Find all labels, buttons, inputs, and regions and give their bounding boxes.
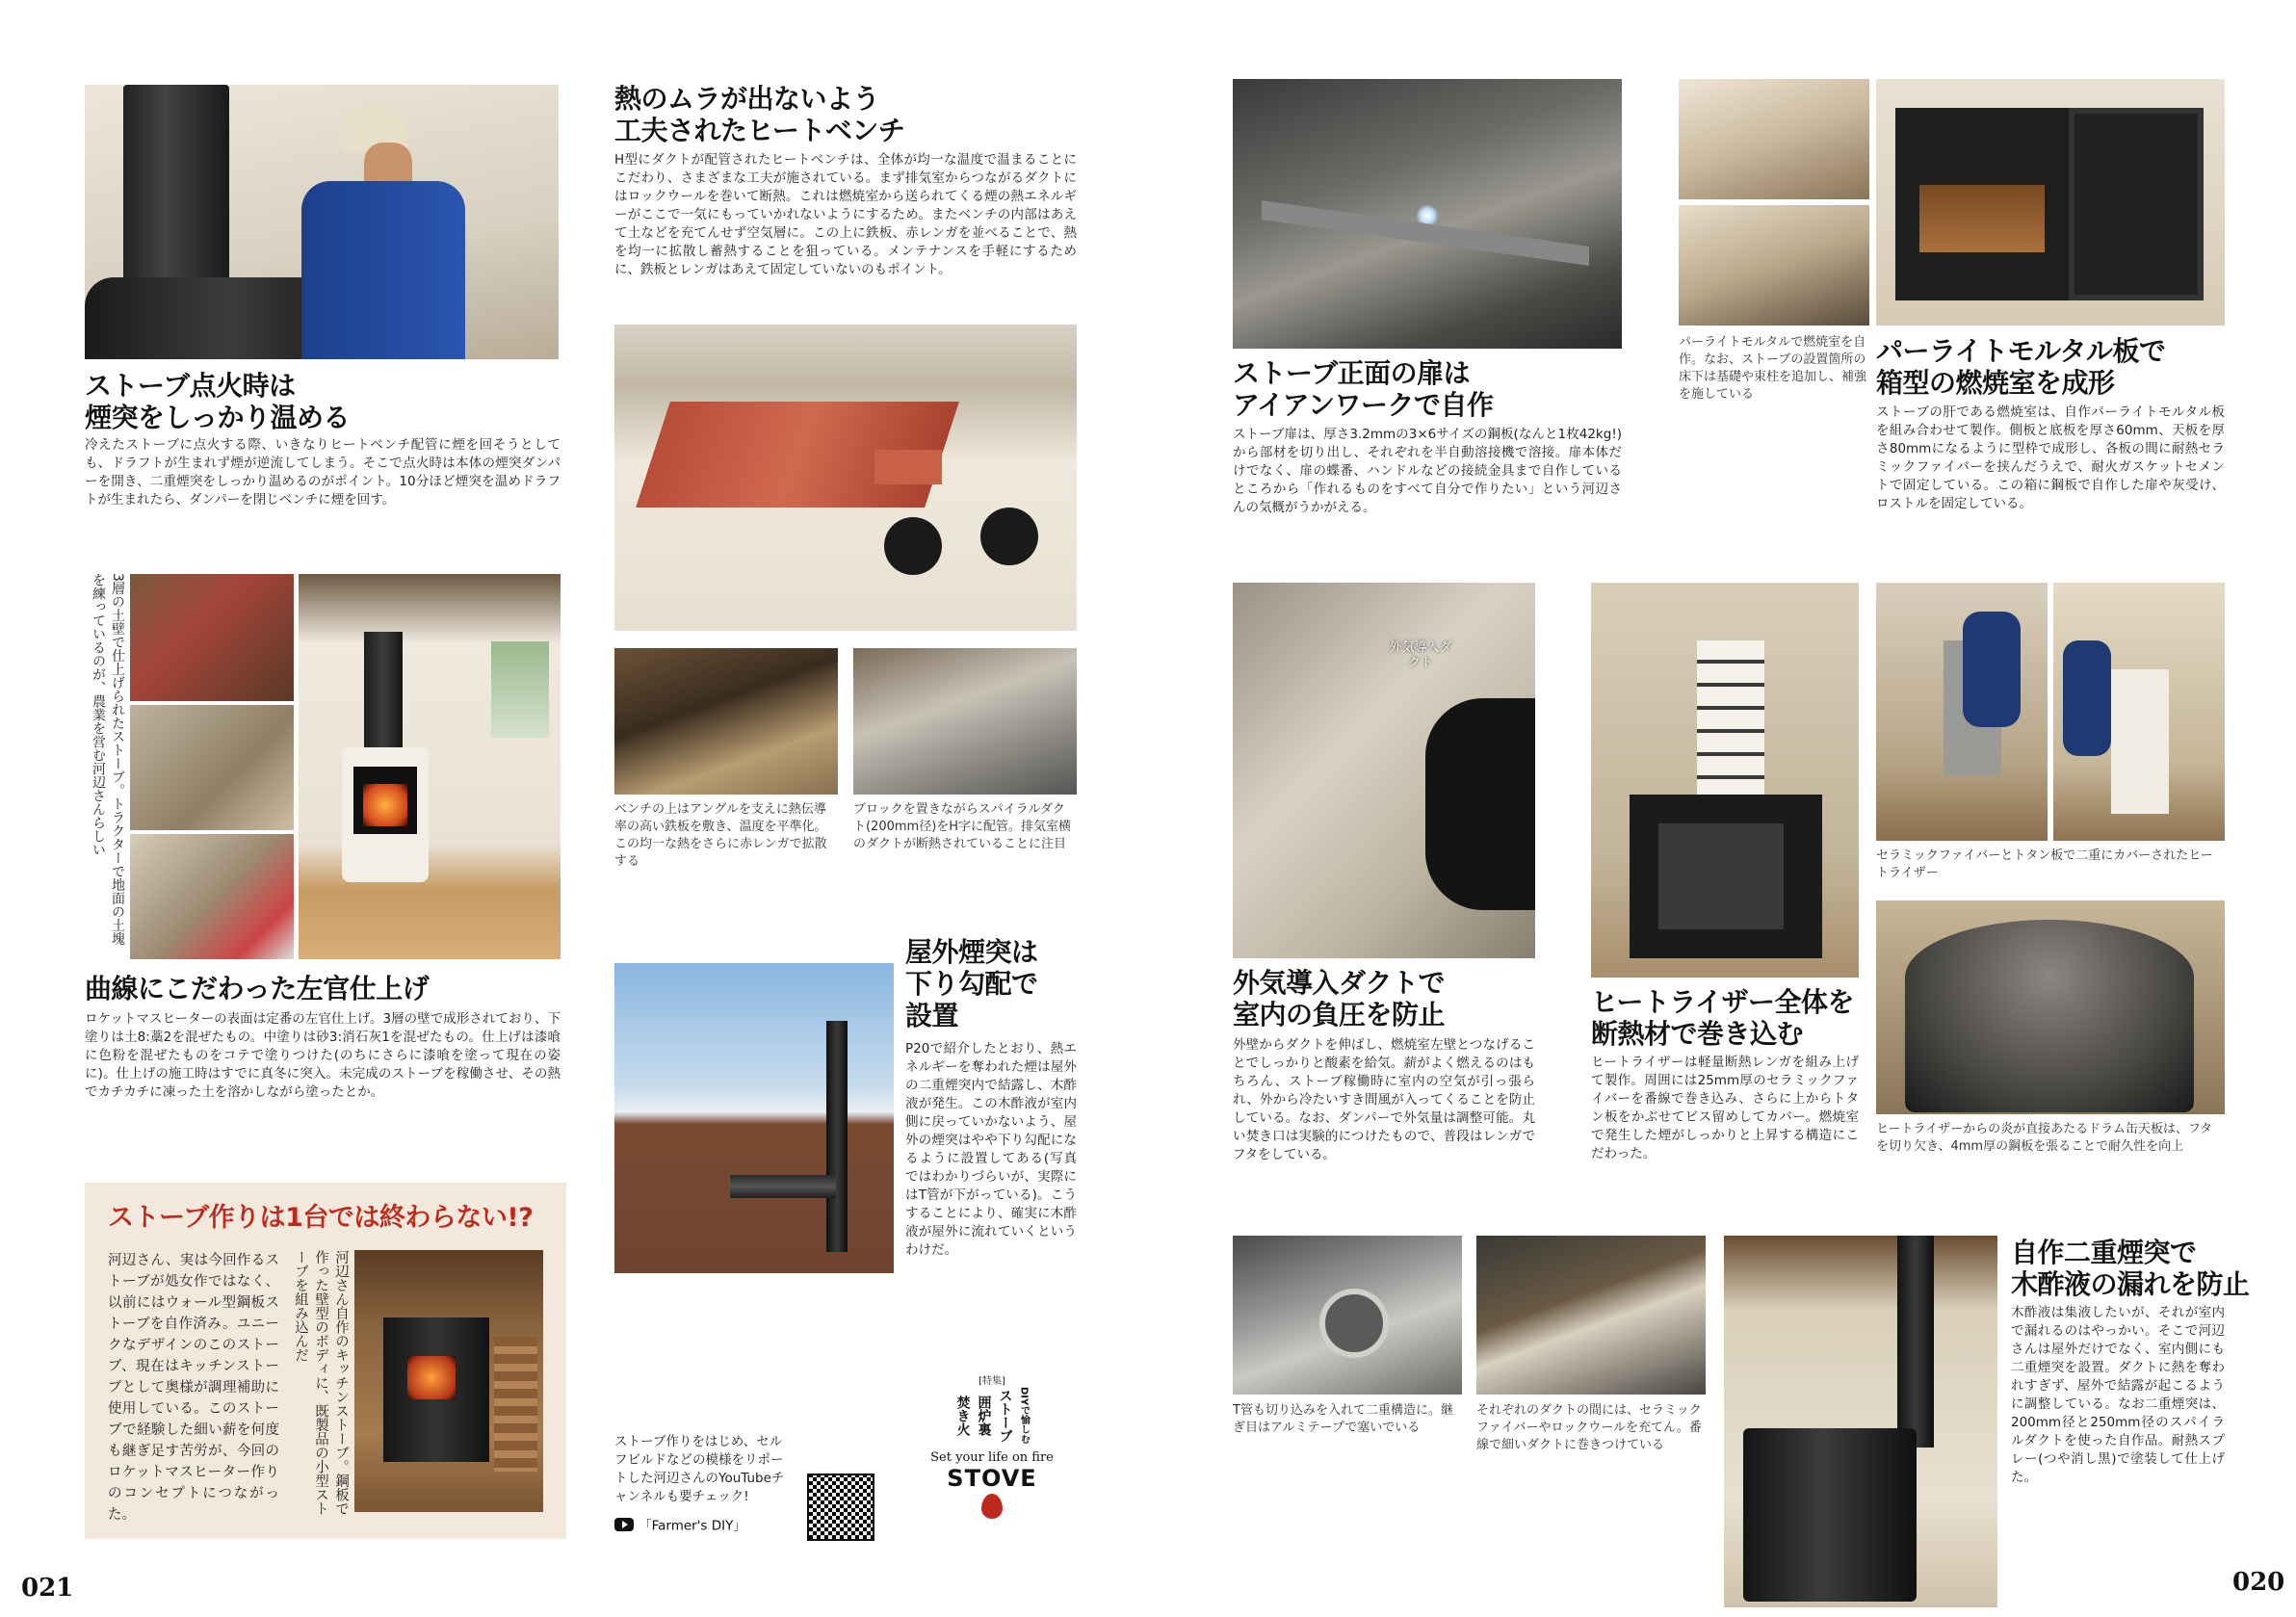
photo-label-duct: 外気導入ダクト (1389, 640, 1452, 670)
logo-word: STOVE (947, 1465, 1037, 1492)
youtube-icon (614, 1518, 634, 1531)
flame-icon (981, 1494, 1003, 1519)
section-body-outdoor: P20で紹介したとおり、熱エネルギーを奪われた煙は屋外の二重煙突内で結露し、木酢液が発生。この木酢液が室内側に戻っていかないよう、屋外の煙突はやや下り勾配になるように設置してある(写真ではわかりづらいが、実際にはT管が下がっている)。こうすることにより、確実に木酢液が屋外に流れていくというわけだ。 (905, 1041, 1077, 1258)
section-heading-lighting: ストーブ点火時は 煙突をしっかり温める (85, 370, 351, 433)
photo-drum-top (1876, 900, 2225, 1114)
section-heading-door: ストーブ正面の扉は アイアンワークで自作 (1233, 357, 1494, 421)
section-body-plaster: ロケットマスヒーターの表面は定番の左官仕上げ。3層の壁で成形されており、下塗りは土8:藁2を混ぜたもの。中塗りは砂3:消石灰1を混ぜたもの。仕上げは漆喰に色粉を混ぜたものをコテで塗りつけた(のちにさらに漆喰を塗って現在の姿に)。仕上げの施工時はすでに真冬に突入。未完成のストーブを稼働させ、その熱でカチカチに凍った土を溶かしながら塗ったとか。 (85, 1011, 561, 1100)
section-body-riser: ヒートライザーは軽量断熱レンガを組み上げて製作。周囲には25mm厚のセラミックファイバーを番線で巻き込み、さらに上からトタン板をかぶせてビス留めしてカバー。燃焼室で発生した煙がしっかりと上昇する構造にこだわった。 (1591, 1055, 1859, 1161)
section-body-heatbench: H型にダクトが配管されたヒートベンチは、全体が均一な温度で温まることにこだわり、さまざまな工夫が施されている。まず排気室からつながるダクトにはロックウールを巻いて断熱。これは燃焼室から送られてくる煙の熱エネルギーがここで一気にもっていかれないようにするため。またベンチの内部はあえて土などを充てんせず空気層に。この上に鉄板、赤レンガを並べることで、熱を均一に拡散し蓄熱することを狙っている。メンテナンスを手軽にするために、鉄板とレンガはあえて固定していないのもポイント。 (614, 152, 1077, 277)
section-heading-perlite: パーライトモルタル板で 箱型の燃焼室を成形 (1876, 335, 2166, 399)
section-heading-airduct: 外気導入ダクトで 室内の負圧を防止 (1233, 967, 1446, 1030)
page-number-right: 020 (2232, 1568, 2285, 1597)
photo-double-chimney (1724, 1236, 1997, 1607)
section-body-door: ストーブ扉は、厚さ3.2mmの3×6サイズの鋼板(なんと1枚42kg!)から部材を切り出し、それぞれを半自動溶接機で溶接。扉本体だけでなく、扉の蝶番、ハンドルなどの接続金具まで自作しているところから「作れるものをすべて自分で作りたい」という河辺さんの気概がうかがえる。 (1233, 427, 1622, 515)
photo-welding (1233, 79, 1622, 349)
photo-stove-room (299, 574, 561, 959)
box-heading: ストーブ作りは1台では終わらない!? (108, 1203, 534, 1233)
caption-ceramic: セラミックファイバーとトタン板で二重にカバーされたヒートライザー (1876, 848, 2213, 880)
logo-line1: DIYで愉しむ (1018, 1387, 1030, 1445)
photo-lighting-stove (85, 85, 559, 359)
photo-ceramic-wrap-2 (2053, 583, 2225, 841)
photo-perlite-box (1679, 205, 1869, 326)
photo-ceramic-wrap-1 (1876, 583, 2048, 841)
vertical-caption-wall: 3層の土壁で仕上げられたストーブ。トラクターで地面の土塊を練っているのが、農業を営む河辺さんらしい (91, 573, 125, 946)
box-body: 河辺さん、実は今回作るストーブが処女作ではなく、以前にはウォール型鋼板ストーブを自作済み。ユニークなデザインのこのストーブ、現在はキッチンストーブとして奥様が調理補助に使用している。このストーブで経験した細い薪を何度も継ぎ足す苦労が、今回のロケットマスヒーター作りのコンセプトにつながった。 (108, 1253, 279, 1523)
caption-perlite: パーライトモルタルで燃焼室を自作。なお、ストーブの設置箇所の床下は基礎や束柱を追加し、補強を施している (1679, 335, 1867, 402)
section-heading-heatbench: 熱のムラが出ないよう 工夫されたヒートベンチ (614, 83, 905, 146)
section-body-perlite: ストーブの肝である燃焼室は、自作パーライトモルタル板を組み合わせて製作。側板と底板を厚さ60mm、天板を厚さ80mmになるように型枠で成形し、各板の間に耐熱セラミックファイバーを挟んだうえで、耐火ガスケットセメントで固定している。この箱に鋼板で自作した扉や灰受け、ロストルを固定している。 (1876, 404, 2225, 511)
photo-tpipe (1233, 1236, 1462, 1395)
caption-wrap: それぞれのダクトの間には、セラミックファイバーやロックウールを充てん。番線で細いダクトに巻きつけている (1476, 1403, 1702, 1452)
photo-bench-angle (614, 648, 838, 795)
section-body-airduct: 外壁からダクトを伸ばし、燃焼室左壁とつなげることでしっかりと酸素を給気。薪がよく燃えるのはもちろん、ストーブ稼働時に室内の空気が引っ張られ、外から冷たいすき間風が入ってくることを防止している。なお、ダンパーで外気量は調整可能。丸い焚き口は実験的につけたもので、普段はレンガでフタをしている。 (1233, 1037, 1535, 1162)
youtube-channel[interactable] (614, 1514, 797, 1533)
photo-duct-wrap (1476, 1236, 1706, 1395)
photo-block-duct (853, 648, 1077, 795)
promo-text: ストーブ作りをはじめ、セルフビルドなどの模様をリポートした河辺さんのYouTubeチャンネルも要チェック! (614, 1434, 785, 1504)
photo-kitchen-stove (354, 1250, 543, 1512)
photo-trowel (130, 834, 294, 959)
page-number-left: 021 (21, 1574, 74, 1603)
caption-block: ブロックを置きながらスパイラルダクト(200mm径)をH字に配管。排気室横のダクトが断熱されていることに注目 (853, 802, 1072, 851)
stove-logo (905, 1372, 1079, 1546)
section-body-chimney: 木酢液は集液したいが、それが室内で漏れるのはやっかい。そこで河辺さんは屋外だけでなく、室内側にも二重煙突を設置。ダクトに熱を奪われすぎず、屋外で結露が起こるように調整している。なお二重煙突は、200mm径と250mm径のスパイラルダクトを使った自作品。耐熱スプレー(つや消し黒)で塗装して仕上げた。 (2011, 1305, 2225, 1485)
photo-heat-riser (1591, 583, 1859, 978)
section-heading-outdoor: 屋外煙突は 下り勾配で 設置 (905, 936, 1038, 1031)
photo-perlite-panels (1679, 79, 1869, 199)
logo-line2: ストーブ (997, 1389, 1013, 1443)
section-heading-plaster: 曲線にこだわった左官仕上げ (85, 973, 430, 1004)
logo-english: Set your life on fire (930, 1450, 1054, 1465)
photo-air-duct (1233, 583, 1535, 958)
logo-line3: 囲炉裏 (976, 1395, 992, 1436)
logo-tag: [特集] (978, 1376, 1005, 1387)
photo-heat-bench (614, 325, 1077, 631)
photo-outdoor-chimney (614, 963, 894, 1273)
caption-tpipe: T管も切り込みを入れて二重構造に。継ぎ目はアルミテープで塞いでいる (1233, 1403, 1453, 1435)
section-heading-riser: ヒートライザー全体を 断熱材で巻き込む (1591, 986, 1855, 1050)
caption-riser: ヒートライザーからの炎が直接あたるドラム缶天板は、フタを切り欠き、4mm厚の鋼板を張ることで耐久性を向上 (1876, 1122, 2213, 1154)
logo-line4: 焚き火 (954, 1395, 971, 1436)
photo-tractor (130, 574, 294, 701)
photo-plaster (130, 705, 294, 830)
box-vertical-caption: 河辺さん自作のキッチンストーブ。鋼板で作った壁型のボディに、既製品の小型ストーブを組み込んだ (293, 1250, 349, 1516)
channel-name: 「Farmer's DIY」 (639, 1518, 746, 1534)
photo-firebox-door (1876, 79, 2225, 326)
section-body-lighting: 冷えたストーブに点火する際、いきなりヒートベンチ配管に煙を回そうとしても、ドラフトが生まれず煙が逆流してしまう。そこで点火時は本体の煙突ダンパーを開き、二重煙突をしっかり温めるのがポイント。10分ほど煙突を温めドラフトが生まれたら、ダンパーを閉じベンチに煙を回す。 (85, 437, 561, 508)
section-heading-chimney: 自作二重煙突で 木酢液の漏れを防止 (2011, 1237, 2250, 1300)
qr-code-icon[interactable] (807, 1474, 874, 1541)
caption-bench: ベンチの上はアングルを支えに熱伝導率の高い鉄板を敷き、温度を平準化。この均一な熱をさらに赤レンガで拡散する (614, 802, 827, 869)
